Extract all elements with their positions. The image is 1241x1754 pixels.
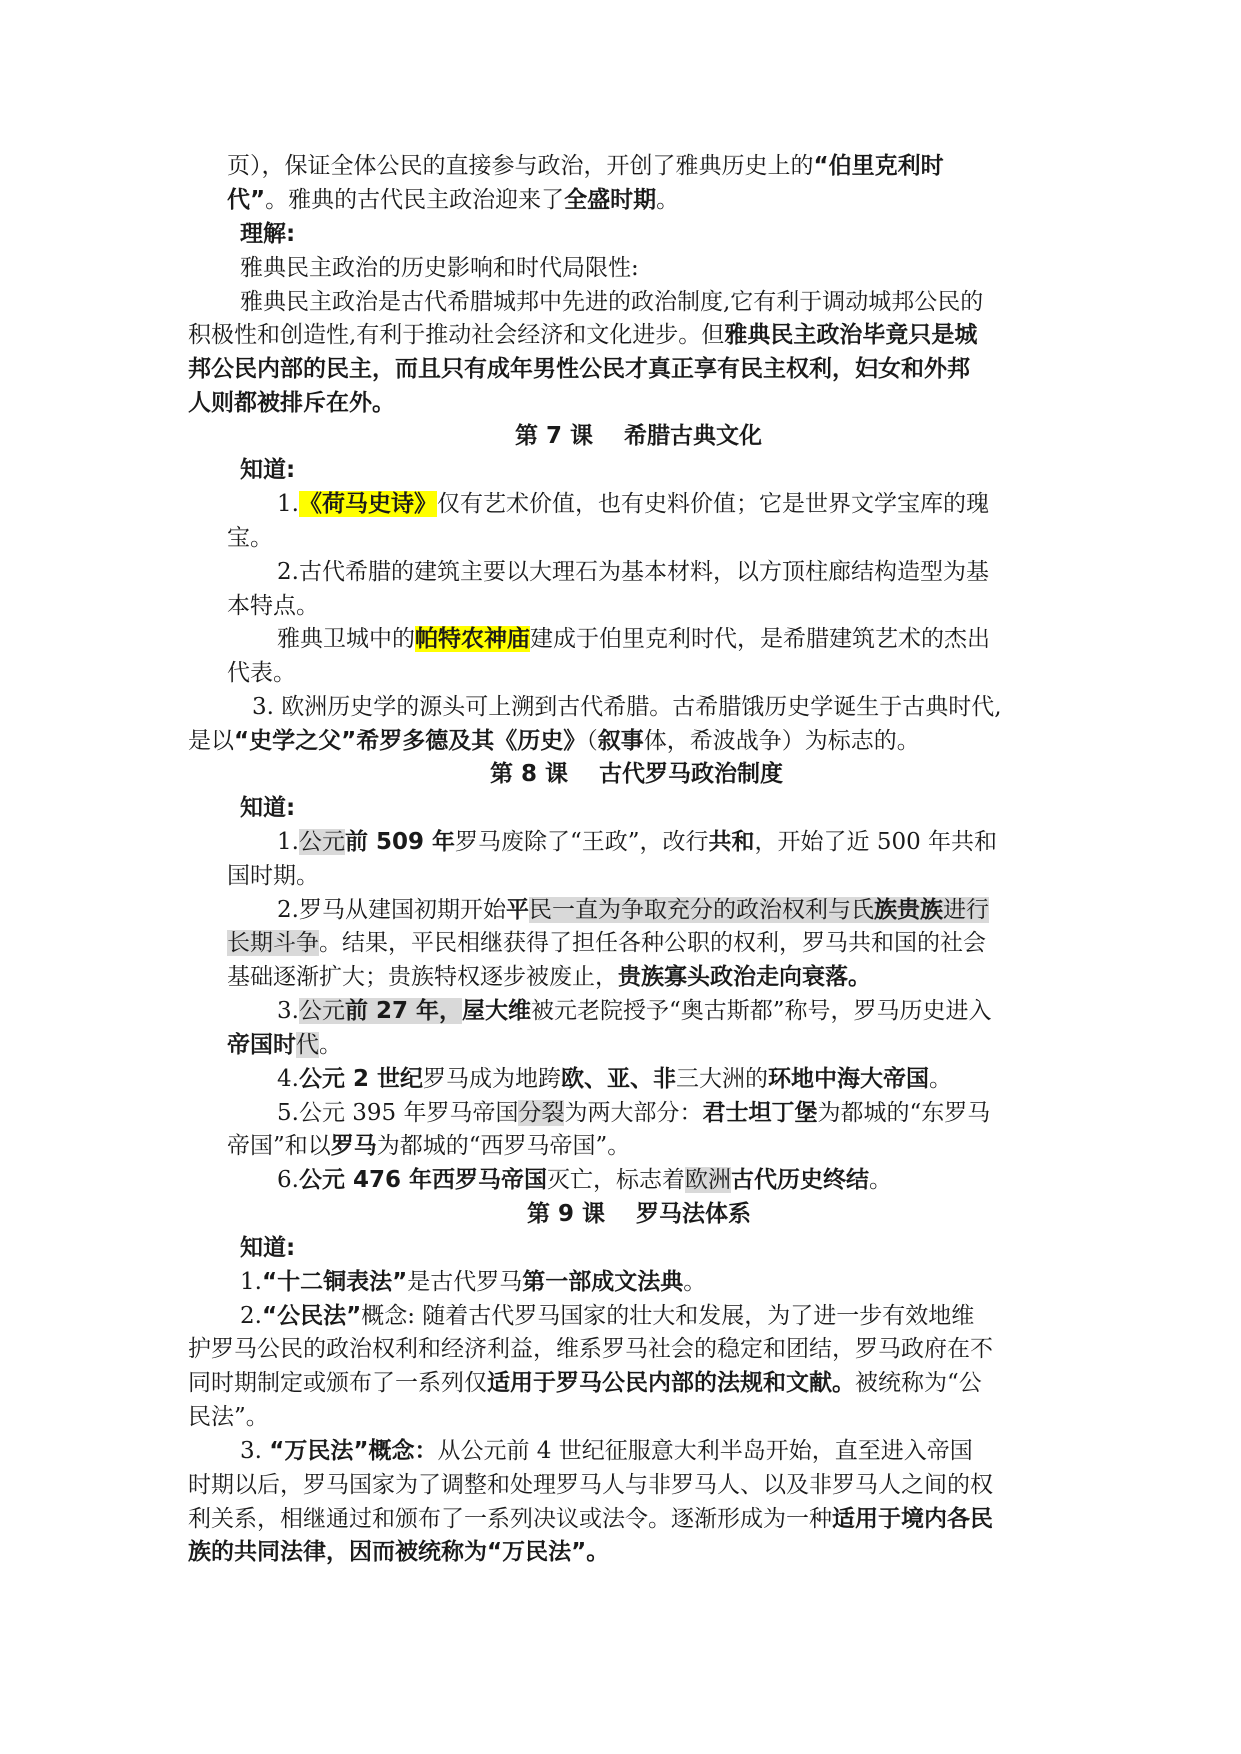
text: 是以: [188, 728, 234, 754]
text: 2.罗马从建国初期开始: [277, 897, 506, 923]
text: 利关系，相继通过和颁布了一系列决议或法令。逐渐形成为一种: [188, 1506, 832, 1532]
lesson7-item3-cont: [188, 724, 920, 758]
lesson8-item5: [277, 1096, 990, 1130]
text: 被统称为“公: [855, 1370, 982, 1396]
text: 积极性和创造性,有利于推动社会经济和文化进步。但: [188, 322, 725, 348]
text: 1.: [277, 491, 299, 517]
text: 。: [868, 1167, 892, 1193]
bold-text: 环地中海大帝国: [767, 1066, 929, 1092]
bold-text: 平: [505, 897, 529, 923]
lesson7-know-label: 知道:: [240, 457, 296, 483]
text: 三大洲的: [675, 1066, 768, 1092]
intro-line-8: 人则都被排斥在外。: [188, 390, 395, 416]
lesson8-know-label: 知道:: [240, 795, 296, 821]
bold-text: 前 509 年: [344, 829, 455, 855]
text: 基础逐渐扩大；贵族特权逐步被废止，: [227, 964, 618, 990]
highlighted-bold-text: 帕特农神庙: [415, 626, 530, 652]
text: 灭亡，标志着: [546, 1167, 685, 1193]
lesson8-item2-cont1: [227, 926, 986, 960]
lesson7-title: 第 7 课 希腊古典文化: [515, 423, 763, 449]
bold-text: “万民法”概念：: [269, 1438, 438, 1464]
bold-text: 君士坦丁堡: [702, 1100, 818, 1126]
text: 2.: [240, 1303, 262, 1329]
text: ，开始了近 500 年共和: [754, 829, 998, 855]
intro-line-7: 邦公民内部的民主，而且只有成年男性公民才真正享有民主权利，妇女和外邦: [188, 356, 970, 382]
text: 概念: 随着古代罗马国家的壮大和发展，为了进一步有效地维: [361, 1303, 975, 1329]
lesson8-item1: [277, 825, 997, 859]
lesson9-item2-cont3: 民法”。: [188, 1404, 269, 1430]
lesson8-item2: [277, 893, 989, 927]
text: （: [586, 728, 598, 754]
text: 罗马废除了“王政”，改行: [454, 829, 709, 855]
lesson8-item6: [277, 1163, 892, 1197]
bold-text: 古代历史终结: [730, 1167, 869, 1193]
lesson8-title: 第 8 课 古代罗马政治制度: [490, 761, 784, 787]
lesson7-item2-cont: 本特点。: [227, 593, 319, 619]
lesson9-item1: [240, 1265, 706, 1299]
lesson9-item3: [240, 1434, 973, 1468]
text: 是古代罗马: [407, 1269, 523, 1295]
shaded-text: 进行: [942, 897, 989, 923]
lesson9-know-label: 知道:: [240, 1235, 296, 1261]
bold-text: 欧、亚、非: [560, 1066, 676, 1092]
text: 4.: [277, 1066, 299, 1092]
bold-text: 公元 476 年西罗马帝国: [298, 1167, 547, 1193]
lesson7-item2: 2.古代希腊的建筑主要以大理石为基本材料，以方顶柱廊结构造型为基: [277, 559, 989, 585]
bold-text: 适用于罗马公民内部的法规和文献。: [487, 1370, 855, 1396]
shaded-text: 公元: [298, 829, 345, 855]
text: 。: [319, 1032, 342, 1058]
lesson7-item2-parthenon-cont: 代表。: [227, 660, 296, 686]
text: 5.公元 395 年罗马帝国: [277, 1100, 519, 1126]
intro-line-2: [227, 183, 679, 217]
lesson7-item3: 3. 欧洲历史学的源头可上溯到古代希腊。古希腊饿历史学诞生于古典时代,: [252, 694, 1002, 720]
lesson7-item2-parthenon: [277, 622, 990, 656]
intro-line-5: 雅典民主政治是古代希腊城邦中先进的政治制度,它有利于调动城邦公民的: [240, 289, 984, 315]
bold-text: 贵族寡头政治走向衰落。: [618, 964, 871, 990]
text: 为都城的“西罗马帝国”。: [376, 1133, 631, 1159]
shaded-text: 民一直为争取充分的政治权利与氏: [528, 897, 874, 923]
bold-text: 叙事: [597, 728, 644, 754]
bold-text: 适用于境内各民: [832, 1506, 993, 1532]
text: 被元老院授予“奥古斯都”称号，罗马历史进入: [530, 998, 992, 1024]
lesson8-item3: [277, 994, 992, 1028]
lesson9-item2-cont2: [188, 1366, 982, 1400]
shaded-text: 公元: [298, 998, 345, 1024]
text: 帝国”和以: [227, 1133, 331, 1159]
lesson8-item3-cont: [227, 1028, 342, 1062]
bold-text: 代”: [227, 187, 266, 213]
shaded-text: 分裂: [518, 1100, 565, 1126]
bold-text: “史学之父”希罗多德及其《历史》: [234, 728, 587, 754]
bold-text: 帝国时: [227, 1032, 296, 1058]
lesson9-item3-cont3: 族的共同法律，因而被统称为“万民法”。: [188, 1539, 610, 1565]
understand-label: 理解:: [240, 221, 296, 247]
lesson9-item3-cont2: [188, 1502, 993, 1536]
shaded-text: 长期斗争: [227, 930, 319, 956]
text: 页），保证全体公民的直接参与政治，开创了雅典历史上的: [227, 153, 814, 179]
lesson8-item1-cont: 国时期。: [227, 863, 319, 889]
intro-line-1: [227, 149, 944, 183]
text: 。雅典的古代民主政治迎来了: [265, 187, 565, 213]
bold-text: 全盛时期: [564, 187, 657, 213]
text: 体，希波战争）为标志的。: [643, 728, 920, 754]
bold-text: 公元 2 世纪: [298, 1066, 423, 1092]
intro-line-6: [188, 318, 977, 352]
text: 仅有艺术价值，也有史料价值；它是世界文学宝库的瑰: [436, 491, 989, 517]
shaded-text: 欧洲: [684, 1167, 731, 1193]
text: 建成于伯里克利时代，是希腊建筑艺术的杰出: [530, 626, 990, 652]
text: 同时期制定或颁布了一系列仅: [188, 1370, 487, 1396]
text: 1.: [277, 829, 299, 855]
shaded-text: 代: [296, 1032, 319, 1058]
lesson7-item1-cont: 宝。: [227, 525, 273, 551]
text: 1.: [240, 1269, 262, 1295]
shaded-bold-text: 族贵族: [873, 897, 943, 923]
bold-text: 第一部成文法典: [522, 1269, 684, 1295]
bold-text: “公民法”: [261, 1303, 362, 1329]
text: 。: [683, 1269, 707, 1295]
text: 为两大部分：: [564, 1100, 703, 1126]
text: 罗马成为地跨: [422, 1066, 561, 1092]
lesson9-item2-cont1: 护罗马公民的政治权利和经济利益，维系罗马社会的稳定和团结，罗马政府在不: [188, 1336, 993, 1362]
text: 为都城的“东罗马: [817, 1100, 991, 1126]
bold-text: 屋大维: [461, 998, 531, 1024]
bold-text: “伯里克利时: [813, 153, 944, 179]
lesson9-title: 第 9 课 罗马法体系: [527, 1201, 752, 1227]
shaded-bold-text: 前 27 年，: [344, 998, 462, 1024]
bold-text: 罗马: [330, 1133, 377, 1159]
lesson7-item1: [277, 487, 989, 521]
highlighted-bold-text: 《荷马史诗》: [298, 491, 437, 517]
text: 3.: [277, 998, 299, 1024]
text: 。: [928, 1066, 952, 1092]
intro-line-4: 雅典民主政治的历史影响和时代局限性:: [240, 255, 639, 281]
lesson9-item3-cont1: 时期以后，罗马国家为了调整和处理罗马人与非罗马人、以及非罗马人之间的权: [188, 1472, 993, 1498]
lesson8-item5-cont: [227, 1129, 630, 1163]
text: 。结果，平民相继获得了担任各种公职的权利，罗马共和国的社会: [319, 930, 986, 956]
bold-text: 共和: [708, 829, 755, 855]
text: 6.: [277, 1167, 299, 1193]
text: 。: [656, 187, 680, 213]
lesson8-item2-cont2: [227, 960, 871, 994]
bold-text: 雅典民主政治毕竟只是城: [724, 322, 978, 348]
text: 从公元前 4 世纪征服意大利半岛开始，直至进入帝国: [437, 1438, 973, 1464]
lesson8-item4: [277, 1062, 952, 1096]
bold-text: “十二铜表法”: [261, 1269, 408, 1295]
lesson9-item2: [240, 1299, 974, 1333]
text: 雅典卫城中的: [277, 626, 415, 652]
text: 3.: [240, 1438, 270, 1464]
